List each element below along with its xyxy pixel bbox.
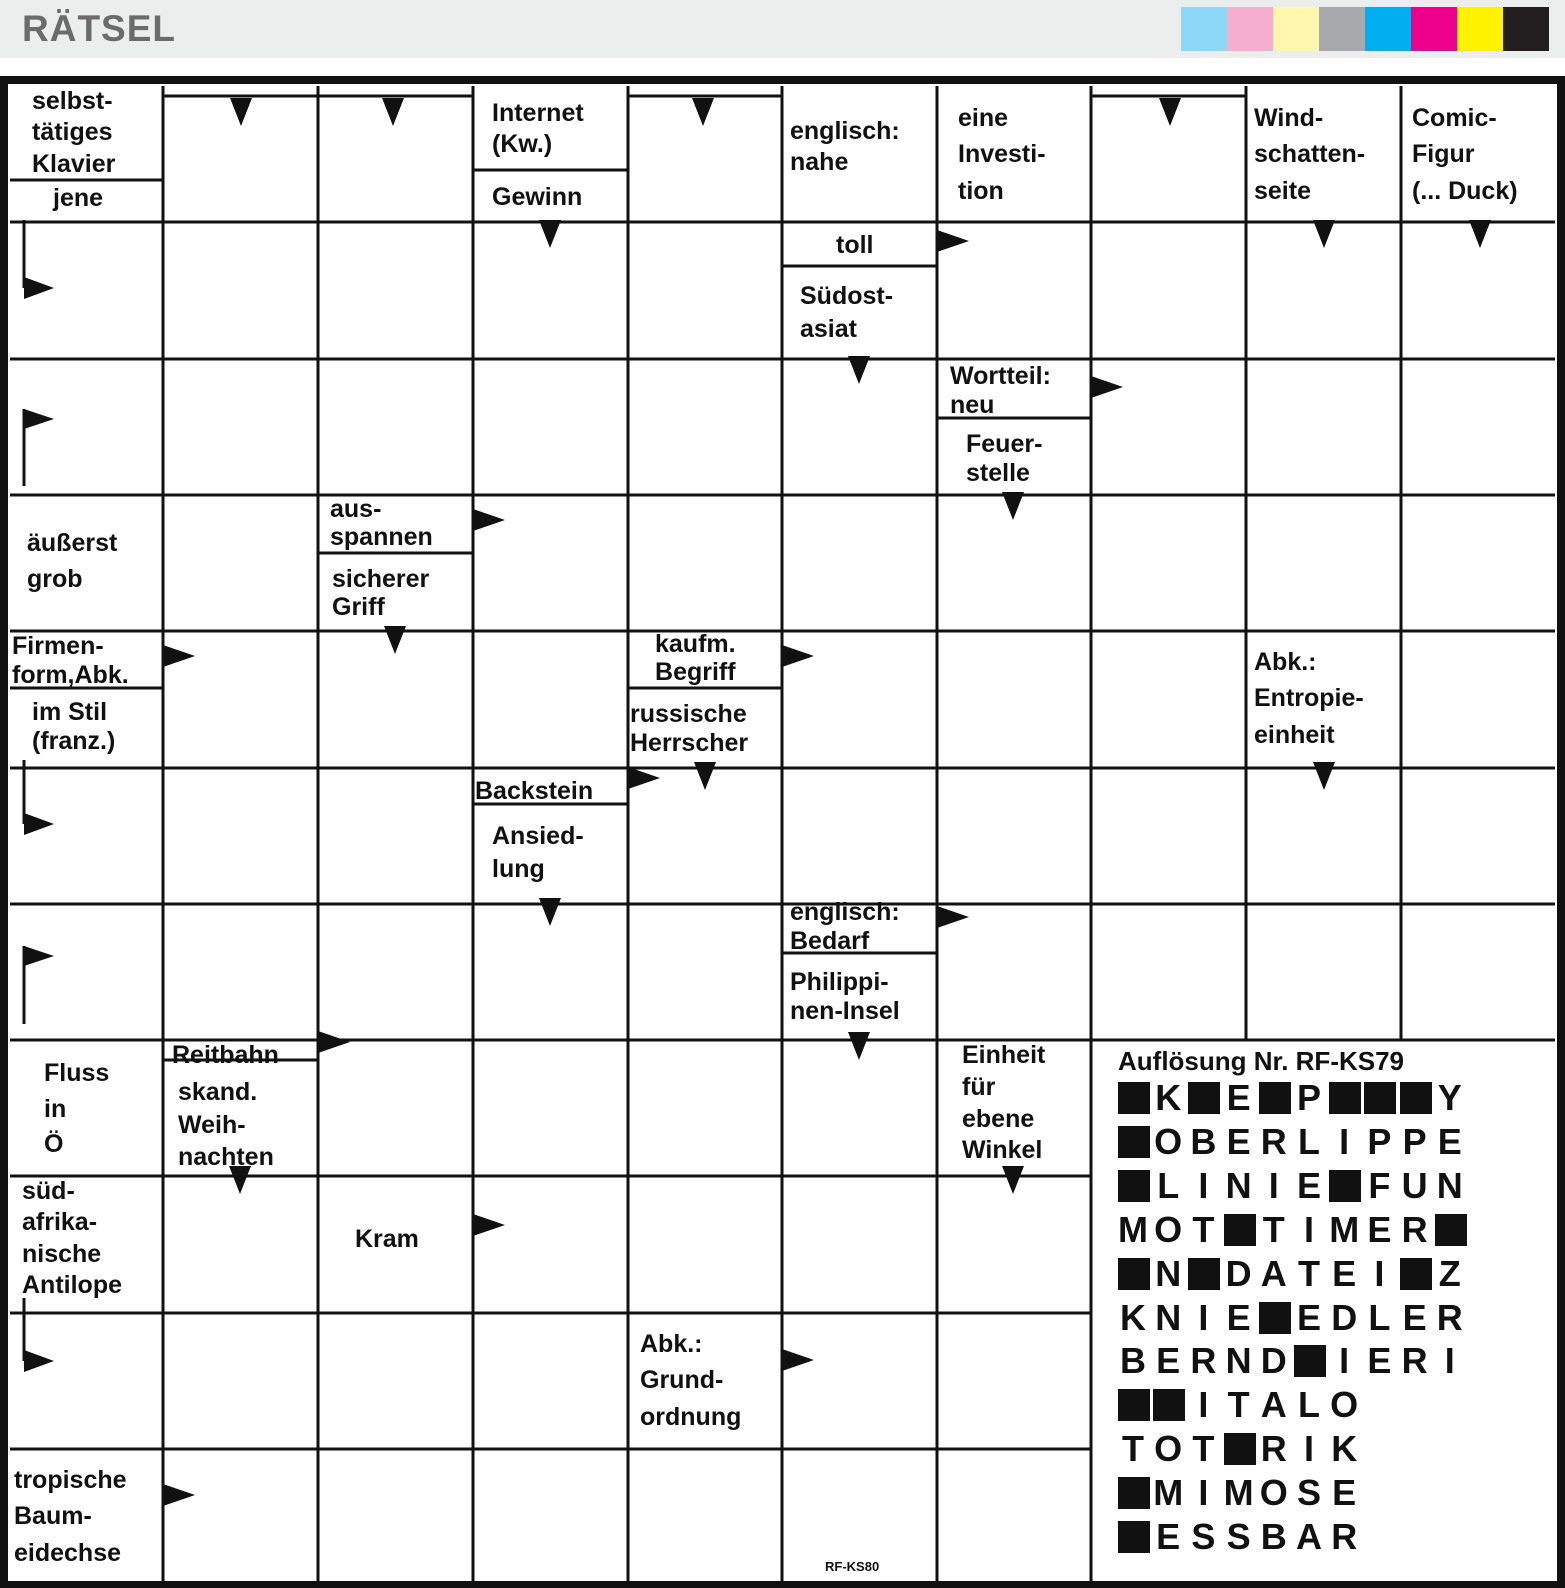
arrow-down-icon: [694, 762, 716, 790]
solution-black-cell: [1118, 1475, 1148, 1511]
solution-letter: T: [1298, 1253, 1320, 1294]
color-swatch: [1273, 7, 1319, 51]
arrow-down-icon: [848, 1032, 870, 1060]
clue-englisch-nahe: englisch: nahe: [790, 117, 900, 177]
solution-black-cell: [1259, 1080, 1289, 1116]
solution-letter: E: [1367, 1340, 1392, 1381]
arrow-flag-icon: [24, 409, 54, 429]
solution-letter: I: [1444, 1340, 1455, 1381]
clue-suedafrikanische-antilope: süd- afrika- nische Antilope: [22, 1177, 122, 1299]
solution-letter: E: [1296, 1165, 1321, 1206]
solution-letter: R: [1436, 1297, 1463, 1338]
clue-kaufm-begriff: kaufm. Begriff: [655, 630, 736, 686]
color-swatch: [1457, 7, 1503, 51]
solution-letter: R: [1190, 1340, 1217, 1381]
solution-letter: O: [1259, 1472, 1288, 1513]
solution-letter: Z: [1438, 1253, 1461, 1294]
arrow-down-icon: [1313, 220, 1335, 248]
solution-letter: B: [1190, 1121, 1217, 1162]
clue-sicherer-griff: sicherer Griff: [332, 565, 430, 621]
color-swatch: [1411, 7, 1457, 51]
color-swatch: [1227, 7, 1273, 51]
solution-letter: I: [1198, 1165, 1209, 1206]
solution-letter: D: [1331, 1297, 1358, 1338]
page-title: RÄTSEL: [22, 8, 176, 49]
solution-letter: I: [1303, 1209, 1314, 1250]
color-swatch: [1319, 7, 1365, 51]
arrow-down-icon: [1469, 220, 1491, 248]
clue-im-stil: im Stil (franz.): [32, 698, 116, 755]
solution-letter: P: [1367, 1121, 1392, 1162]
solution-letter: E: [1156, 1340, 1181, 1381]
clue-firmenform: Firmen- form,Abk.: [12, 632, 129, 689]
solution-letter: M: [1153, 1472, 1184, 1513]
clue-ansiedlung: Ansied- lung: [492, 822, 584, 883]
solution-letter: D: [1260, 1340, 1287, 1381]
clue-entropieeinheit: Abk.: Entropie- einheit: [1254, 648, 1364, 749]
solution-letter: Y: [1437, 1077, 1462, 1118]
solution-black-cell: [1329, 1080, 1359, 1116]
arrow-bent-right-icon: [24, 1350, 54, 1372]
arrow-down-icon: [230, 98, 252, 126]
solution-letter: O: [1154, 1428, 1183, 1469]
clue-skand-weihnachten: skand. Weih- nachten: [178, 1078, 274, 1171]
arrow-right-icon: [1091, 376, 1123, 398]
solution-letter: N: [1155, 1253, 1182, 1294]
solution-letter: R: [1260, 1121, 1287, 1162]
solution-letter: O: [1330, 1384, 1359, 1425]
solution-letter: M: [1118, 1209, 1148, 1250]
solution-black-cell: [1224, 1212, 1254, 1248]
solution-letter: A: [1260, 1253, 1287, 1294]
clue-windschattenseite: Wind- schatten- seite: [1254, 104, 1366, 205]
clue-aeusserst-grob: äußerst grob: [27, 529, 118, 594]
solution-letter: T: [1122, 1428, 1144, 1469]
arrow-down-icon: [1313, 762, 1335, 790]
clue-einheit-winkel: Einheit für ebene Winkel: [962, 1041, 1046, 1165]
arrow-right-icon: [782, 645, 814, 667]
solution-letter: N: [1225, 1165, 1252, 1206]
solution-letter: F: [1368, 1165, 1391, 1206]
solution-letter: T: [1192, 1428, 1215, 1469]
clue-jene: jene: [53, 184, 104, 212]
clue-feuerstelle: Feuer- stelle: [966, 430, 1043, 487]
solution-letter: I: [1339, 1121, 1350, 1162]
arrow-down-icon: [1002, 492, 1024, 520]
solution-letter: I: [1198, 1384, 1209, 1425]
solution-letter: I: [1303, 1428, 1314, 1469]
arrow-right-icon: [937, 230, 969, 252]
solution-letter: N: [1225, 1340, 1252, 1381]
clue-internet: Internet (Kw.): [492, 99, 584, 159]
puzzle-code: RF-KS80: [825, 1559, 880, 1574]
solution-letter: E: [1296, 1297, 1321, 1338]
solution-letter: R: [1401, 1340, 1428, 1381]
solution-letter: E: [1226, 1121, 1251, 1162]
solution-letter: O: [1154, 1121, 1183, 1162]
solution-letter: K: [1155, 1077, 1182, 1118]
solution-black-cell: [1364, 1080, 1394, 1116]
solution-letter: L: [1157, 1165, 1180, 1206]
solution-letter: E: [1332, 1472, 1357, 1513]
solution-black-cell: [1294, 1343, 1324, 1379]
clue-englisch-bedarf: englisch: Bedarf: [790, 898, 900, 955]
solution-black-cell: [1118, 1519, 1148, 1555]
solution-black-cell: [1118, 1124, 1148, 1160]
arrow-down-icon: [539, 220, 561, 248]
solution-letter: I: [1198, 1297, 1209, 1338]
clue-russische-herrscher: russische Herrscher: [630, 700, 749, 757]
solution-letter: E: [1156, 1516, 1181, 1557]
solution-letter: M: [1223, 1472, 1254, 1513]
solution-letter: P: [1296, 1077, 1321, 1118]
solution-letter: S: [1296, 1472, 1321, 1513]
header-bar: [0, 0, 1565, 58]
clue-philippinen-insel: Philippi- nen-Insel: [790, 968, 900, 1025]
arrow-right-icon: [782, 1349, 814, 1371]
clue-ausspannen: aus- spannen: [330, 495, 433, 551]
solution-letter: A: [1260, 1384, 1287, 1425]
solution-letter: A: [1296, 1516, 1322, 1557]
solution-black-cell: [1118, 1168, 1148, 1204]
arrow-right-icon: [937, 906, 969, 928]
clue-wortteil-neu: Wortteil: neu: [950, 362, 1051, 419]
arrow-right-icon: [473, 1214, 505, 1236]
arrow-right-icon: [163, 645, 195, 667]
color-swatch: [1503, 7, 1549, 51]
arrow-down-icon: [1159, 98, 1181, 126]
solution-letter: N: [1436, 1165, 1463, 1206]
solution-letter: R: [1331, 1516, 1358, 1557]
solution-letter: K: [1331, 1428, 1358, 1469]
solution-letter: E: [1332, 1253, 1357, 1294]
solution-black-cell: [1188, 1080, 1218, 1116]
solution-black-cell: [1259, 1300, 1289, 1336]
arrow-down-icon: [382, 98, 404, 126]
solution-black-cell: [1435, 1212, 1465, 1248]
solution-letter: K: [1120, 1297, 1146, 1338]
clue-tropische-baumeidechse: tropische Baum- eidechse: [14, 1466, 127, 1567]
solution-letter: U: [1401, 1165, 1428, 1206]
solution-black-cell: [1118, 1256, 1148, 1292]
arrow-down-icon: [539, 898, 561, 926]
clue-kram: Kram: [355, 1225, 419, 1253]
solution-black-cell: [1400, 1080, 1430, 1116]
solution-letter: E: [1226, 1077, 1251, 1118]
clue-fluss-in-oe: Fluss in Ö: [44, 1059, 110, 1158]
solution-black-cell: [1400, 1256, 1430, 1292]
clue-comic-figur: Comic- Figur (... Duck): [1412, 104, 1518, 205]
solution-letter: D: [1225, 1253, 1252, 1294]
solution-letter: E: [1437, 1121, 1462, 1162]
solution-letter: E: [1367, 1209, 1392, 1250]
arrow-down-icon: [384, 626, 406, 654]
solution-letter: L: [1298, 1384, 1320, 1425]
solution-letter: E: [1402, 1297, 1427, 1338]
clue-backstein: Backstein: [475, 777, 594, 805]
arrow-down-icon: [1002, 1166, 1024, 1194]
solution-letter: I: [1339, 1340, 1350, 1381]
solution-letter: I: [1374, 1253, 1385, 1294]
solution-letter: M: [1329, 1209, 1360, 1250]
solution-letter: T: [1192, 1209, 1215, 1250]
clue-eine-investition: eine Investi- tion: [958, 104, 1046, 205]
color-swatch-strip: [1181, 7, 1549, 51]
solution-letter: L: [1298, 1121, 1320, 1162]
solution-letter: S: [1191, 1516, 1216, 1557]
solution-title: Auflösung Nr. RF-KS79: [1118, 1046, 1405, 1076]
solution-black-cell: [1224, 1431, 1254, 1467]
solution-black-cell: [1118, 1387, 1148, 1423]
solution-letter: O: [1154, 1209, 1183, 1250]
solution-letter: P: [1402, 1121, 1427, 1162]
clue-selbsttaetiges-klavier: selbst- tätiges Klavier: [32, 87, 116, 178]
color-swatch: [1365, 7, 1411, 51]
arrow-right-icon: [473, 509, 505, 531]
solution-letter: E: [1226, 1297, 1251, 1338]
clue-suedostasiat: Südost- asiat: [800, 282, 894, 343]
solution-letter: R: [1260, 1428, 1287, 1469]
solution-letter: I: [1198, 1472, 1209, 1513]
clue-grundordnung: Abk.: Grund- ordnung: [640, 1330, 742, 1431]
solution-black-cell: [1188, 1256, 1218, 1292]
solution-letter: R: [1401, 1209, 1428, 1250]
color-swatch: [1181, 7, 1227, 51]
clue-gewinn: Gewinn: [492, 183, 583, 211]
arrow-bent-right-icon: [24, 813, 54, 835]
solution-black-cell: [1118, 1080, 1148, 1116]
arrow-down-icon: [848, 356, 870, 384]
solution-letter: T: [1227, 1384, 1250, 1425]
arrow-bent-right-icon: [24, 277, 54, 299]
solution-letter: L: [1368, 1297, 1391, 1338]
arrow-right-icon: [628, 767, 660, 789]
arrow-right-icon: [163, 1484, 195, 1506]
solution-letter: I: [1268, 1165, 1279, 1206]
clue-toll: toll: [836, 231, 874, 259]
solution-letter: B: [1260, 1516, 1287, 1557]
solution-letter: S: [1226, 1516, 1251, 1557]
solution-letter: N: [1155, 1297, 1182, 1338]
solution-black-cell: [1153, 1387, 1183, 1423]
arrow-flag-icon: [24, 946, 54, 966]
clue-reitbahn: Reitbahn: [172, 1041, 279, 1069]
solution-letter: B: [1120, 1340, 1146, 1381]
solution-letter: T: [1262, 1209, 1285, 1250]
arrow-right-icon: [318, 1031, 350, 1053]
solution-black-cell: [1329, 1168, 1359, 1204]
arrow-down-icon: [692, 98, 714, 126]
